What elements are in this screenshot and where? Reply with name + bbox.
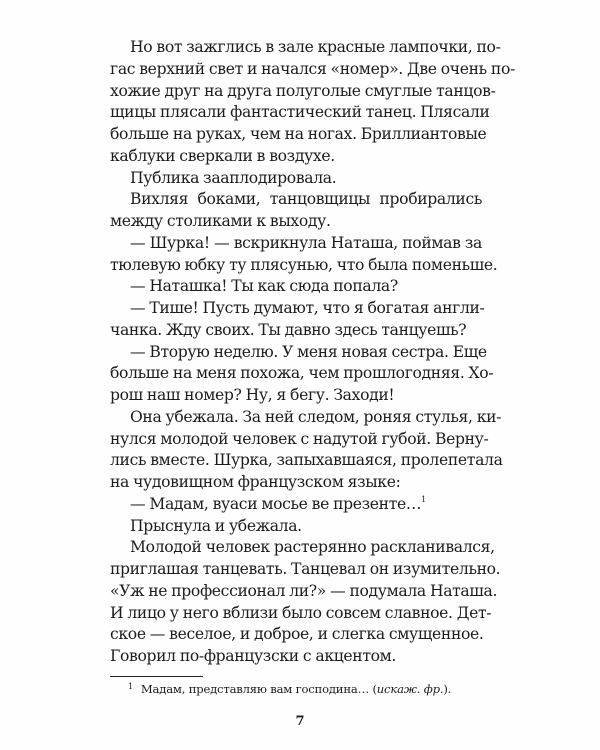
footnote-divider <box>110 676 203 677</box>
text-line: Молодой человек растерянно раскланивался, <box>130 538 495 557</box>
text-line: Прыснула и убежала. <box>130 516 302 535</box>
text-line: между столиками к выходу. <box>110 212 331 230</box>
text-line: гас верхний свет и начался «номер». Две очень по- <box>110 59 515 78</box>
text-line: Но вот зажглись в зале красные лампочки, по- <box>130 38 501 56</box>
text-line: Говорил по-французски с акцентом. <box>110 647 397 665</box>
text-line: рош наш номер? Ну, я бегу. Заходи! <box>110 386 395 404</box>
footnote-italic: искаж. фр. <box>376 682 444 696</box>
text-line: Публика зааплодировала. <box>130 168 337 187</box>
footnote-reference[interactable]: 1 <box>421 494 426 504</box>
footnote-text: Мадам, представляю вам господина… ( <box>140 682 377 696</box>
footnote <box>128 682 451 696</box>
text-line: И лицо у него вблизи было совсем славное. Дет- <box>110 603 492 622</box>
text-line: больше на меня похожа, чем прошлогодняя. Хо- <box>110 364 494 383</box>
text-line: — Вторую неделю. У меня новая сестра. Еще <box>130 342 487 361</box>
page-number: 7 <box>295 714 305 729</box>
text-line <box>110 494 482 516</box>
text-line: ское — веселое, и доброе, и слегка смущенное. <box>110 625 484 644</box>
body-text <box>110 37 515 668</box>
text-line: приглашая танцевать. Танцевал он изумительно. <box>110 560 501 578</box>
text-line: каблуки сверкали в воздухе. <box>110 146 335 165</box>
footnote-mark: 1 <box>128 682 133 691</box>
text-line: «Уж не профессионал ли?» — подумала Наташа. <box>110 581 498 600</box>
text-line: Вихляя боками, танцовщицы пробирались <box>130 190 482 209</box>
text-line: — Тише! Пусть думают, что я богатая англи- <box>130 299 485 317</box>
text-line: на чудовищном французском языке: <box>110 473 401 491</box>
text-line: чанка. Жду своих. Ты давно здесь танцуешь? <box>110 320 467 339</box>
footnote-tail: ). <box>443 682 452 696</box>
text-line: щицы плясали фантастический танец. Плясали <box>110 103 490 122</box>
text-line: тюлевую юбку ту плясунью, что была поменьше. <box>110 255 498 274</box>
text-line: хожие друг на друга полуголые смуглые танцов- <box>110 81 496 100</box>
text-line: лись вместе. Шурка, запыхавшаяся, пролепетала <box>110 451 503 470</box>
text-line: — Шурка! — вскрикнула Наташа, поймав за <box>130 233 482 252</box>
text-line: больше на руках, чем на ногах. Бриллиантовые <box>110 125 487 143</box>
text-line-content: — Мадам, вуаси мосье ве презенте… <box>130 494 422 513</box>
text-line: — Наташка! Ты как сюда попала? <box>130 277 398 296</box>
text-line: нулся молодой человек с надутой губой. Верну- <box>110 429 489 448</box>
text-line: Она убежала. За ней следом, роняя стулья, ки- <box>130 407 502 426</box>
